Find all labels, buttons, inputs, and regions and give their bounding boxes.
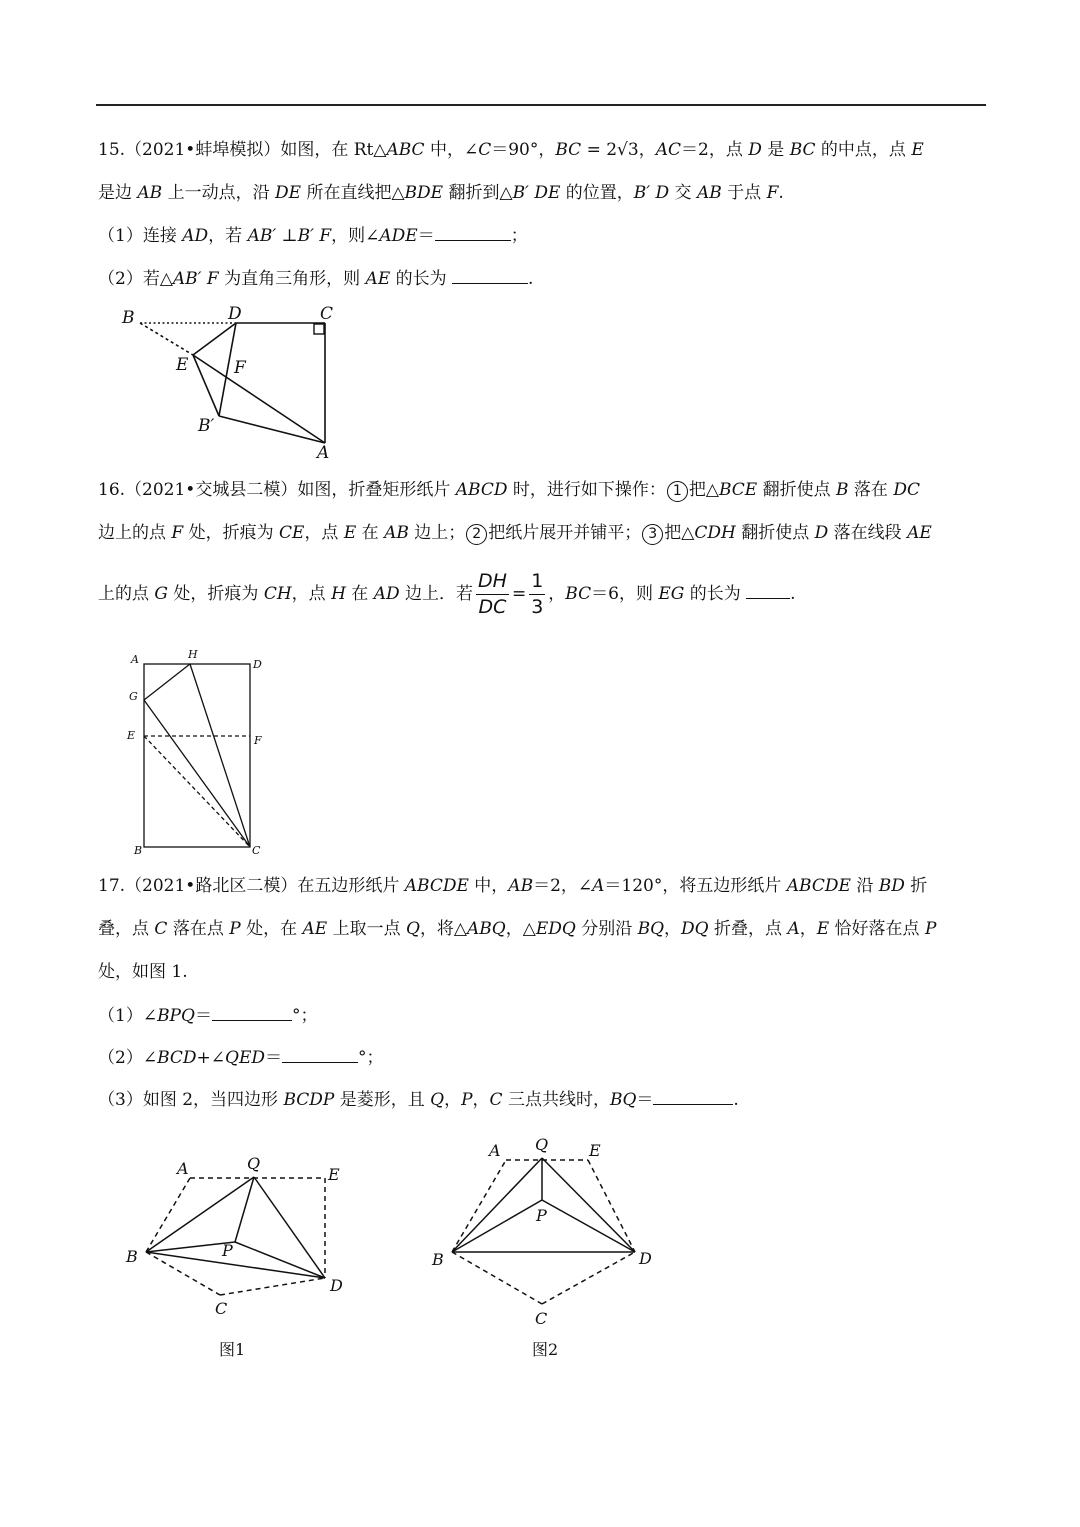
label-F: F <box>254 734 262 747</box>
label-D: D <box>253 658 262 671</box>
label-Q: Q <box>535 1135 549 1154</box>
p17-line-2: 叠，点 C 落在点 P 处，在 AE 上取一点 Q，将△ABQ，△EDQ 分别沿 BQ，DQ 折叠，点 A，E 恰好落在点 P <box>98 919 937 939</box>
segment-ED <box>193 323 236 355</box>
p15-figure <box>100 295 360 475</box>
label-D: D <box>228 304 242 324</box>
answer-blank[interactable] <box>746 581 790 599</box>
label-E: E <box>328 1165 340 1184</box>
label-G: G <box>129 690 138 703</box>
label-A: A <box>131 653 139 666</box>
segment-BA <box>146 1178 190 1252</box>
header-rule <box>96 104 986 106</box>
p16-line-1: 16.（2021•交城县二模）如图，折叠矩形纸片 ABCD 时，进行如下操作： 1 把△BCE 翻折使点 B 落在 DC <box>98 480 920 500</box>
p16-figure <box>122 648 282 858</box>
p15-question-1: （1）连接 AD，若 AB′ ⊥B′ F，则∠ADE＝ ； <box>98 223 528 248</box>
label-C: C <box>252 844 261 857</box>
rectangle-ABCD <box>144 664 250 847</box>
figure-2-caption: 图2 <box>532 1340 559 1359</box>
right-angle-mark <box>314 324 324 334</box>
fraction-one-third: $\frac{1}{3}$ <box>531 570 544 618</box>
segment-QP <box>235 1177 254 1242</box>
step-2-marker: 2 <box>466 524 487 545</box>
p16-line-2: 边上的点 F 处，折痕为 CE，点 E 在 AB 边上； 2 把纸片展开并铺平； 3 把△CDH 翻折使点 D 落在线段 AE <box>98 523 932 543</box>
label-B: B <box>432 1250 444 1269</box>
p17-line-1: 17.（2021•路北区二模）在五边形纸片 ABCDE 中，AB＝2，∠A＝120°，将五边形纸片 ABCDE 沿 BD 折 <box>98 876 928 896</box>
segment-BQ <box>146 1177 254 1252</box>
p17-figure-2 <box>425 1130 665 1330</box>
fraction-DH-DC: $\frac{DH}{DC}$ <box>478 570 507 618</box>
segment-BE <box>140 323 193 355</box>
segment-EC <box>144 736 250 847</box>
label-P: P <box>222 1241 233 1260</box>
label-B: B <box>134 844 143 857</box>
label-F: F <box>234 358 246 378</box>
answer-blank[interactable] <box>653 1087 733 1105</box>
label-C: C <box>535 1309 548 1328</box>
p17-figure-1 <box>120 1150 360 1350</box>
p15-line-1: 15.（2021•蚌埠模拟）如图，在 Rt△ABC 中，∠C＝90°，BC = 2√3，AC＝2，点 D 是 BC 的中点，点 E <box>98 140 924 160</box>
segment-HC <box>190 664 250 847</box>
label-B: B <box>122 308 135 328</box>
segment-QD <box>542 1158 635 1252</box>
p17-question-2: （2）∠BCD+∠QED＝ °； <box>98 1045 384 1070</box>
segment-CD <box>220 1278 325 1295</box>
p16-line-3: 上的点 G 处，折痕为 CH，点 H 在 AD 边上．若 $\frac{DH}{DC}$ = $\frac{1}{3}$ ，BC＝6，则 EG 的长为 . <box>98 570 796 618</box>
label-E: E <box>589 1141 601 1160</box>
figure-1-caption: 图1 <box>219 1340 246 1359</box>
segment-B'A <box>219 416 325 443</box>
label-C: C <box>320 304 334 324</box>
answer-blank[interactable] <box>212 1003 292 1021</box>
segment-CD <box>542 1252 635 1304</box>
label-A: A <box>177 1159 189 1178</box>
label-A: A <box>489 1141 501 1160</box>
answer-blank[interactable] <box>435 223 511 241</box>
label-E: E <box>127 729 136 742</box>
segment-BQ <box>452 1158 542 1252</box>
answer-blank[interactable] <box>452 266 528 284</box>
segment-BA <box>452 1160 506 1252</box>
label-H: H <box>188 648 198 661</box>
segment-BC <box>146 1252 220 1295</box>
label-D: D <box>330 1276 343 1295</box>
p15-question-2: （2）若△AB′ F 为直角三角形，则 AE 的长为 . <box>98 266 533 291</box>
segment-QD <box>254 1177 325 1278</box>
step-1-marker: 1 <box>667 481 688 502</box>
segment-GC <box>144 700 250 847</box>
label-E: E <box>176 355 189 375</box>
p17-line-3: 处，如图 1. <box>98 962 188 982</box>
p17-question-3: （3）如图 2，当四边形 BCDP 是菱形，且 Q，P，C 三点共线时，BQ＝ . <box>98 1087 739 1112</box>
label-D: D <box>639 1249 652 1268</box>
p17-question-1: （1）∠BPQ＝ °； <box>98 1003 317 1028</box>
label-P: P <box>536 1206 547 1225</box>
label-A: A <box>317 443 330 463</box>
segment-BC <box>452 1252 542 1304</box>
segment-GH <box>144 664 190 700</box>
label-B-prime: B′ <box>198 416 215 436</box>
segment-BP <box>452 1200 542 1252</box>
label-B: B <box>126 1247 138 1266</box>
label-C: C <box>215 1299 228 1318</box>
segment-BD <box>146 1252 325 1278</box>
label-Q: Q <box>247 1154 261 1173</box>
p15-line-2: 是边 AB 上一动点，沿 DE 所在直线把△BDE 翻折到△B′ DE 的位置，B′ D 交 AB 于点 F. <box>98 183 784 203</box>
step-3-marker: 3 <box>642 524 663 545</box>
answer-blank[interactable] <box>282 1045 358 1063</box>
